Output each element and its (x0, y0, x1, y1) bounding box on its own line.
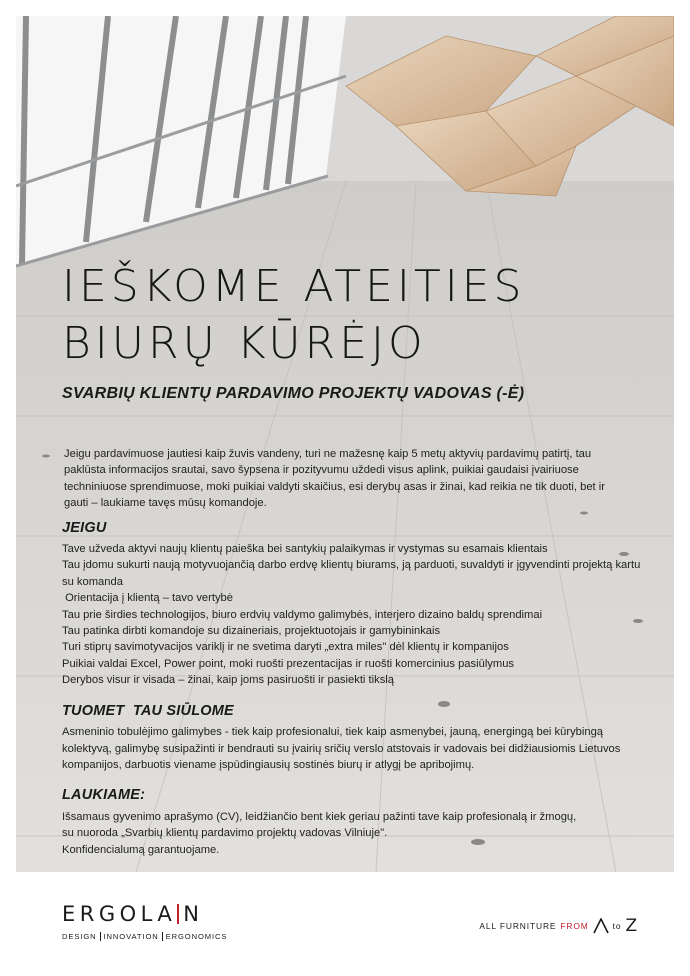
offer-paragraph: Asmeninio tobulėjimo galimybes - tiek kaip profesionalui, tiek kaip asmenybei, jauną, energingą bei kūrybingą kolektyvą, galimybę susipažinti ir bendrauti su įvairių sričių verslo atstovais ir vadovais bei didžiausiomis Lietuvos kompanijos, darbuotis viename įspūdingiausių sostinės biurų ir atlygį be apribojimų. (62, 726, 621, 771)
requirement-item: Puikiai valdai Excel, Power point, moki ruošti prezentacijas ir ruošti komercinius pasiūlymus (62, 657, 515, 670)
footer (0, 872, 690, 976)
slogan (479, 916, 638, 936)
slogan-prefix: ALL FURNITURE (479, 921, 557, 931)
apply-line-3: Konfidencialumą garantuojame. (62, 843, 220, 856)
requirement-item: Tave užveda aktyvi naujų klientų paieška bei santykių palaikymas ir vystymas su esamais klientais (62, 543, 548, 556)
section-title-jeigu: JEIGU (62, 519, 107, 536)
tagline-separator (162, 932, 163, 941)
headline-line-1: IEŠKOME ATEITIES (62, 261, 526, 312)
logo-text-left: ERGOLA (62, 902, 177, 926)
job-title: SVARBIŲ KLIENTŲ PARDAVIMO PROJEKTŲ VADOVAS (-Ė) (62, 385, 525, 402)
slogan-end: Z (625, 916, 638, 936)
requirement-item: Turi stiprų savimotyvacijos variklį ir ne svetima daryti „extra miles" dėl klientų ir kompanijos (62, 641, 509, 654)
headline-line-2: BIURŲ KŪRĖJO (62, 318, 427, 369)
requirement-item: Tau įdomu sukurti naują motyvuojančią darbo erdvę klientų biurams, ją parduoti, suvaldyti ir įgyvendinti projektą kartu su komanda (62, 559, 641, 588)
requirement-item: Derybos visur ir visada – žinai, kaip joms pasiruošti ir pasiekti tikslą (62, 674, 395, 687)
apply-line-2: su nuoroda „Svarbių klientų pardavimo projektų vadovas Vilniuje". (62, 827, 388, 840)
tagline-separator (100, 932, 101, 941)
intro-paragraph: Jeigu pardavimuose jautiesi kaip žuvis vandeny, turi ne mažesnę kaip 5 metų aktyvių pardavimų patirtį, tau paklūsta informacijos srautai, savo šypsena ir pozityvumu uždedi visus aplink, puikiai gaudaisi įvairiuose techniniuose sprendimuose, moki puikiai valdyti skaičius, esi derybų asas ir žinai, kad reikia ne tik duoti, bet ir gauti – laukiame tavęs mūsų komandoje. (64, 448, 605, 510)
requirements-list (62, 541, 642, 689)
tagline-innovation: INNOVATION (103, 932, 159, 941)
apply-line-1: Išsamaus gyvenimo aprašymo (CV), leidžiančio bent kiek geriau pažinti tave kaip profesionalą ir žmogų, (62, 810, 577, 823)
section-title-laukiame: LAUKIAME: (62, 787, 146, 804)
requirement-item: Tau prie širdies technologijos, biuro erdvių valdymo galimybės, interjero dizaino baldų sprendimai (62, 608, 543, 621)
requirement-item: Tau patinka dirbti komandoje su dizaineriais, projektuotojais ir gamybininkais (62, 625, 441, 638)
tagline-ergonomics: ERGONOMICS (165, 932, 228, 941)
poster (16, 16, 674, 872)
logo-text-right: N (183, 902, 204, 926)
tagline-design: DESIGN (62, 932, 97, 941)
ad-content (62, 446, 642, 858)
section-title-tuomet: TUOMET TAU SIŪLOME (62, 702, 234, 719)
ergolain-logo (62, 902, 203, 926)
logo-tagline (62, 932, 227, 941)
requirement-item: Orientacija į klientą – tavo vertybė (62, 592, 234, 605)
slogan-from: FROM (560, 921, 589, 931)
letter-a-icon (593, 918, 609, 934)
slogan-to: to (612, 921, 622, 931)
logo-red-bar (177, 904, 179, 924)
headline (62, 258, 525, 372)
